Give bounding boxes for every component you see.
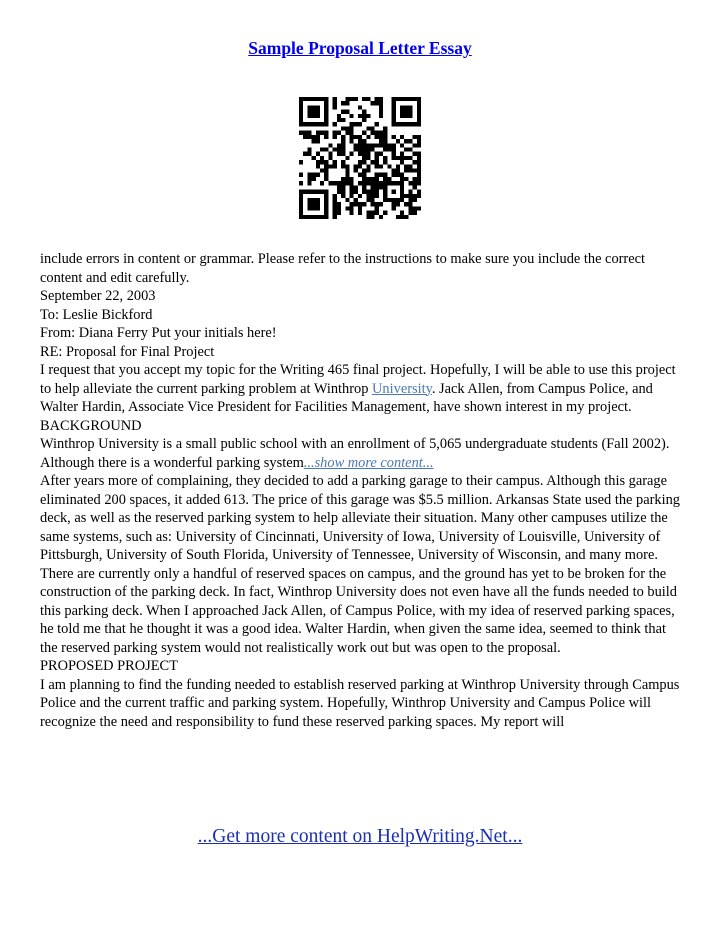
show-more-link[interactable]: ...show more content...: [303, 454, 434, 471]
proposed-heading: PROPOSED PROJECT: [40, 658, 178, 674]
intro-text: include errors in content or grammar. Please refer to the instructions to make sure you include the correct content and edit carefully.: [40, 251, 645, 286]
essay-body: [40, 250, 685, 731]
to-line: To: Leslie Bickford: [40, 306, 153, 323]
from-line: From: Diana Ferry Put your initials here!: [40, 325, 277, 341]
background-heading: BACKGROUND: [40, 417, 142, 434]
university-link[interactable]: University: [372, 380, 432, 397]
request-text-start: I request that you accept my topic for the Writing 465 final project. Hopefully, I will be able to use this project to help alleviate the current parking problem at Winthrop: [40, 362, 676, 397]
get-more-content-link[interactable]: ...Get more content on HelpWriting.Net...: [197, 826, 523, 847]
qr-code-icon: [299, 97, 421, 219]
footer: [0, 826, 720, 848]
proposed-paragraph: I am planning to find the funding needed to establish reserved parking at Winthrop University through Campus Police and the current traffic and parking system. Hopefully, Winthrop University and Campus Police will recognize the need and responsibility to fund these reserved parking spaces. My report will: [40, 676, 680, 730]
request-text-end: . Jack Allen, from Campus Police, and Walter Hardin, Associate Vice President for Facilities Management, have shown interest in my project.: [40, 380, 653, 415]
background-paragraph: [40, 435, 685, 472]
document-title: [0, 38, 720, 59]
date-line: September 22, 2003: [40, 288, 156, 304]
after-years-paragraph: After years more of complaining, they decided to add a parking garage to their campus. Although this garage eliminated 200 spaces, it added 613. The price of this garage was $5.5 million. Arkansas State used the parking deck, as well as the reserved parking system to help alleviate their situation. Many other campuses utilize the same systems, such as: University of Cincinnati, University of Iowa, University of Louisville, University of Pittsburgh, University of South Florida, University of Tennessee, University of Wisconsin, and many more.: [40, 473, 680, 563]
request-paragraph: [40, 361, 685, 417]
re-line: RE: Proposal for Final Project: [40, 343, 215, 360]
title-link[interactable]: Sample Proposal Letter Essay: [248, 38, 472, 58]
background-text: Winthrop University is a small public school with an enrollment of 5,065 undergraduate students (Fall 2002). Although there is a wonderful parking system: [40, 436, 670, 471]
reserved-paragraph: There are currently only a handful of reserved spaces on campus, and the ground has yet to be broken for the construction of the parking deck. In fact, Winthrop University does not even have all the funds needed to build this parking deck. When I approached Jack Allen, of Campus Police, with my idea of reserved parking spaces, he told me that he thought it was a good idea. Walter Hardin, when given the same idea, seemed to think that the reserved parking system would not realistically work out but was open to the proposal.: [40, 565, 677, 656]
